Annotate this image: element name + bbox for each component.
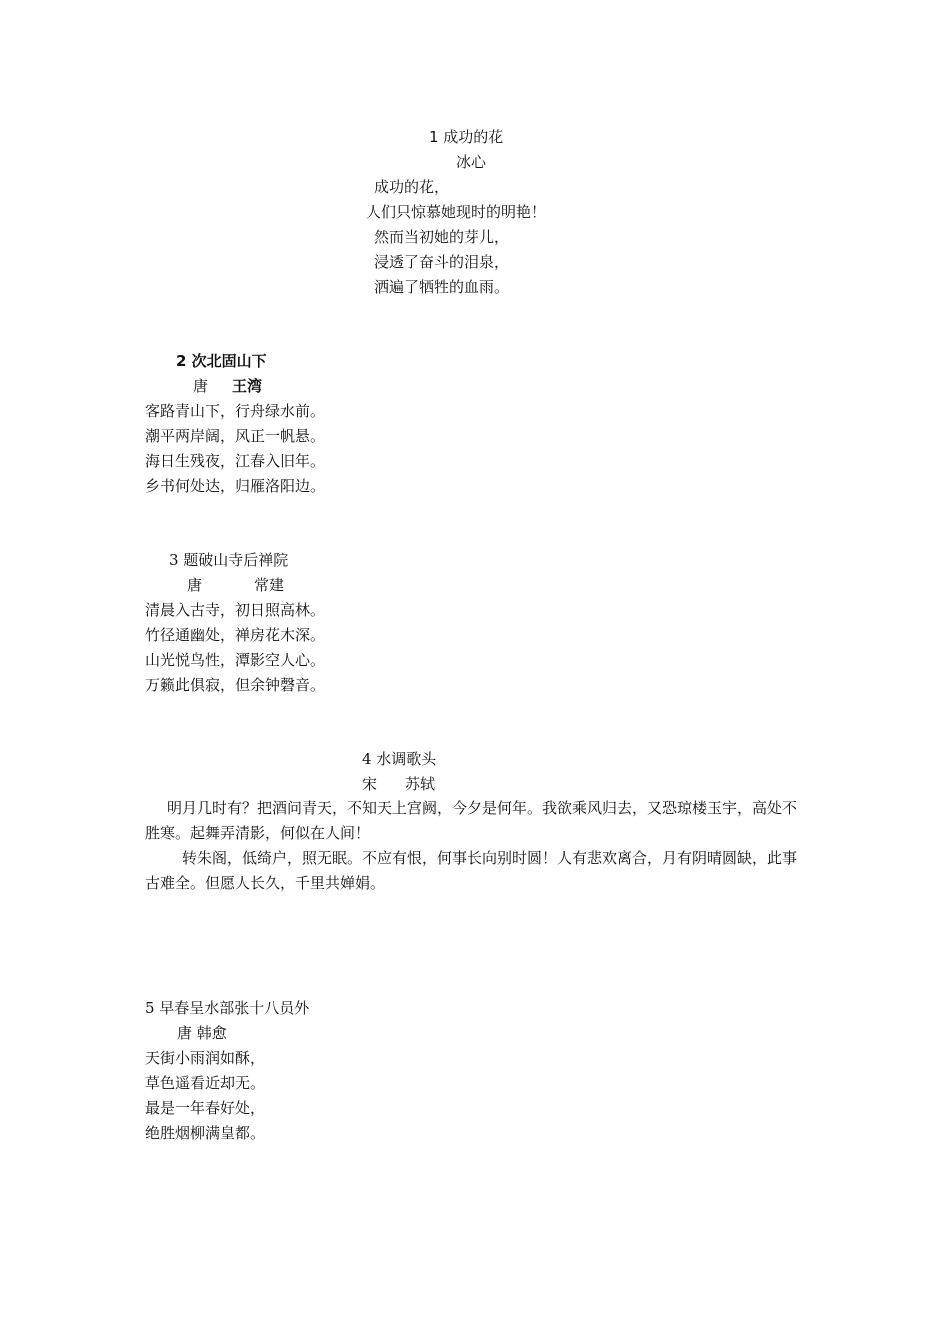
poem3-author: 常建 [254,576,285,594]
poem2-line: 客路青山下，行舟绿水前。 [145,402,326,420]
poem3-line: 竹径通幽处，禅房花木深。 [145,626,326,644]
poem3-line: 山光悦鸟性，潭影空人心。 [145,651,326,669]
poem2-line: 潮平两岸阔，风正一帆悬。 [145,427,326,445]
poem5-byline: 唐 韩愈 [177,1024,227,1042]
poem2-author: 王湾 [232,377,263,395]
poem1-line: 然而当初她的芽儿， [374,228,510,246]
poem1-author: 冰心 [456,153,487,171]
poem4-dynasty: 宋 [362,775,378,793]
poem3-line: 万籁此俱寂，但余钟磬音。 [145,676,326,694]
poem1-title: 1 成功的花 [429,128,504,146]
poem1-line: 成功的花， [374,178,450,196]
poem2-line: 海日生残夜，江春入旧年。 [145,452,326,470]
poem4-paragraph: 明月几时有？把酒问青天，不知天上宫阙，今夕是何年。我欲乘风归去，又恐琼楼玉宇，高处不胜寒。起舞弄清影，何似在人间！ [145,799,798,842]
poem5-line: 草色遥看近却无。 [145,1074,266,1092]
poem3-title: 3 题破山寺后禅院 [169,551,289,569]
poem5-line: 最是一年春好处， [145,1099,266,1117]
poem3-line: 清晨入古寺，初日照高林。 [145,601,326,619]
poem5-line: 绝胜烟柳满皇都。 [145,1124,266,1142]
poem5-title: 5 早春呈水部张十八员外 [145,999,310,1017]
poem2-title: 2 次北固山下 [176,352,267,370]
poem2-dynasty: 唐 [193,377,209,395]
poem4-author: 苏轼 [405,775,436,793]
poem4-title: 4 水调歌头 [362,750,437,768]
poem5-line: 天街小雨润如酥， [145,1049,266,1067]
poem4-paragraph: 转朱阁，低绮户，照无眠。不应有恨，何事长向别时圆！人有悲欢离合，月有阴晴圆缺，此事古难全。但愿人长久，千里共婵娟。 [145,849,798,892]
poem2-line: 乡书何处达，归雁洛阳边。 [145,477,326,495]
poem3-dynasty: 唐 [187,576,203,594]
poem1-line: 浸透了奋斗的泪泉， [374,253,510,271]
poem1-line: 人们只惊慕她现时的明艳！ [366,203,547,221]
poem1-line: 洒遍了牺牲的血雨。 [374,278,510,296]
